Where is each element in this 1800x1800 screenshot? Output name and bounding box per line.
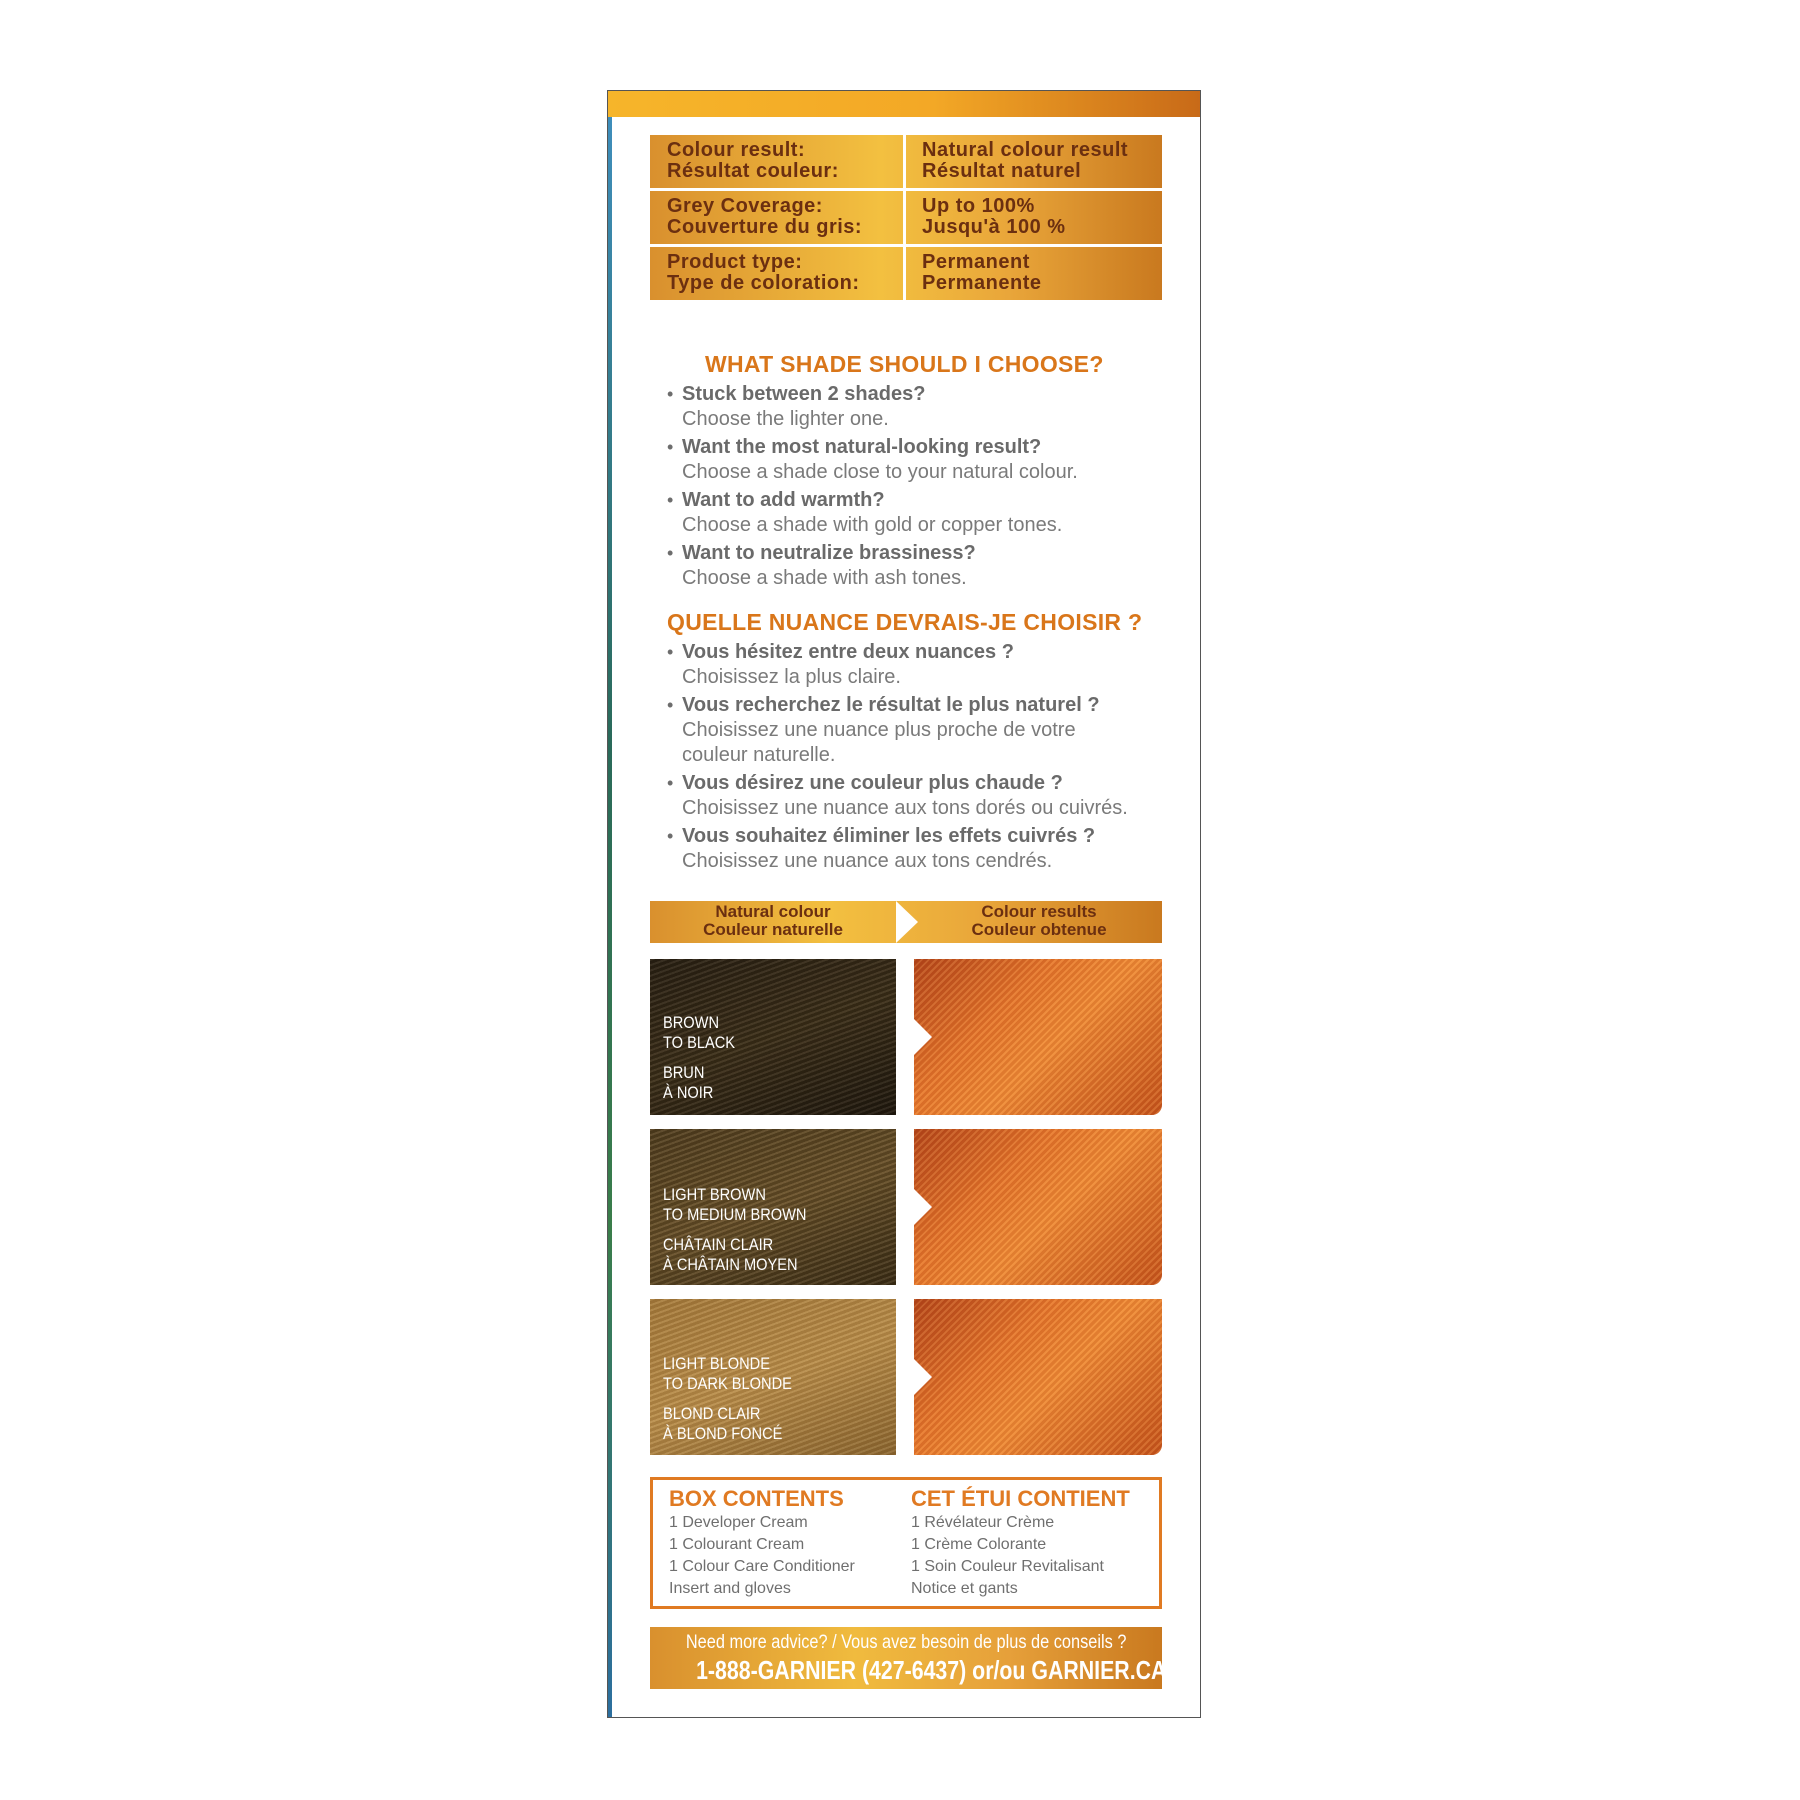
- natural-colour-heading: [650, 903, 896, 939]
- list-item: [667, 824, 1167, 874]
- swatch-label-fr: CHÂTAIN CLAIR À CHÂTAIN MOYEN: [663, 1235, 798, 1274]
- list-item: 1 Colour Care Conditioner: [669, 1558, 855, 1575]
- list-item: 1 Soin Couleur Revitalisant: [911, 1558, 1104, 1575]
- question: Vous recherchez le résultat le plus naturel ?: [682, 694, 1100, 716]
- list-item: [667, 488, 1167, 538]
- swatch-header: [650, 901, 1162, 943]
- list-item: Insert and gloves: [669, 1580, 791, 1597]
- advice-contact[interactable]: 1-888-GARNIER (427-6437) or/ou GARNIER.CA: [696, 1655, 1167, 1685]
- product-panel: [607, 90, 1201, 1718]
- spec-value-en: Natural colour result: [922, 139, 1129, 161]
- swatch-label-en: BROWN TO BLACK: [663, 1013, 736, 1052]
- shade-list-en: [667, 382, 1167, 594]
- spec-label: [650, 191, 906, 244]
- swatch-row-light-to-dark-blonde: [650, 1299, 1162, 1455]
- spec-value: [906, 135, 1162, 188]
- question: Want to add warmth?: [682, 489, 885, 511]
- list-item: [667, 541, 1167, 591]
- list-item: 1 Colourant Cream: [669, 1536, 805, 1553]
- list-item: [667, 435, 1167, 485]
- result-swatch: [914, 1299, 1162, 1455]
- top-gold-bar: [608, 91, 1200, 117]
- panel-edge-stripe: [608, 91, 612, 1717]
- result-swatch: [914, 959, 1162, 1115]
- swatch-label-en: LIGHT BROWN TO MEDIUM BROWN: [663, 1185, 807, 1224]
- list-item: [667, 693, 1167, 768]
- list-item: [667, 640, 1167, 690]
- spec-label: [650, 247, 906, 300]
- question: Want the most natural-looking result?: [682, 436, 1042, 458]
- spec-row-grey-coverage: [650, 191, 1162, 244]
- advice-banner: [650, 1627, 1167, 1689]
- natural-colour-en: Natural colour: [715, 902, 831, 921]
- box-contents: [650, 1477, 1162, 1609]
- question: Vous souhaitez éliminer les effets cuivrés ?: [682, 825, 1096, 847]
- shade-heading-en: WHAT SHADE SHOULD I CHOOSE?: [705, 351, 1104, 377]
- list-item: [667, 382, 1167, 432]
- spec-value-en: Permanent: [922, 251, 1030, 273]
- bullet-icon: •: [667, 437, 674, 457]
- question: Vous désirez une couleur plus chaude ?: [682, 772, 1063, 794]
- box-contents-title-en: BOX CONTENTS: [669, 1486, 844, 1511]
- arrow-notch-icon: [914, 1019, 932, 1055]
- spec-value-fr: Permanente: [922, 272, 1042, 294]
- bullet-icon: •: [667, 543, 674, 563]
- shade-list-fr: [667, 640, 1167, 877]
- arrow-notch-icon: [914, 1189, 932, 1225]
- spec-label: [650, 135, 906, 188]
- answer: Choisissez une nuance aux tons dorés ou cuivrés.: [682, 797, 1128, 819]
- spec-value-fr: Jusqu'à 100 %: [922, 216, 1066, 238]
- natural-swatch: [650, 1129, 896, 1285]
- answer: Choisissez une nuance plus proche de votre couleur naturelle.: [682, 719, 1076, 766]
- bullet-icon: •: [667, 490, 674, 510]
- natural-swatch: [650, 959, 896, 1115]
- arrow-notch-icon: [914, 1359, 932, 1395]
- box-contents-en: [669, 1486, 855, 1600]
- bullet-icon: •: [667, 773, 674, 793]
- colour-results-heading: [916, 903, 1162, 939]
- swatch-label-fr: BLOND CLAIR À BLOND FONCÉ: [663, 1404, 783, 1443]
- spec-value-fr: Résultat naturel: [922, 160, 1082, 182]
- list-item: 1 Crème Colorante: [911, 1536, 1047, 1553]
- bullet-icon: •: [667, 642, 674, 662]
- spec-label-fr: Type de coloration:: [667, 272, 860, 294]
- colour-results-fr: Couleur obtenue: [971, 920, 1107, 939]
- arrow-right-icon: [896, 901, 918, 943]
- colour-results-en: Colour results: [981, 902, 1097, 921]
- spec-label-en: Grey Coverage:: [667, 195, 823, 217]
- result-swatch: [914, 1129, 1162, 1285]
- natural-colour-fr: Couleur naturelle: [703, 920, 843, 939]
- swatch-row-light-to-medium-brown: [650, 1129, 1162, 1285]
- bullet-icon: •: [667, 695, 674, 715]
- swatch-label-fr: BRUN À NOIR: [663, 1063, 714, 1102]
- natural-swatch: [650, 1299, 896, 1455]
- spec-value-en: Up to 100%: [922, 195, 1035, 217]
- swatch-row-brown-to-black: [650, 959, 1162, 1115]
- list-item: 1 Révélateur Crème: [911, 1514, 1055, 1531]
- bullet-icon: •: [667, 826, 674, 846]
- spec-row-colour-result: [650, 135, 1162, 188]
- spec-row-product-type: [650, 247, 1162, 300]
- question: Want to neutralize brassiness?: [682, 542, 976, 564]
- question: Stuck between 2 shades?: [682, 383, 926, 405]
- answer: Choose a shade close to your natural colour.: [682, 461, 1078, 483]
- list-item: Notice et gants: [911, 1580, 1018, 1597]
- shade-heading-fr: QUELLE NUANCE DEVRAIS-JE CHOISIR ?: [667, 609, 1143, 635]
- swatch-label-en: LIGHT BLONDE TO DARK BLONDE: [663, 1354, 792, 1393]
- box-contents-title-fr: CET ÉTUI CONTIENT: [911, 1486, 1130, 1511]
- spec-table: [650, 135, 1162, 303]
- spec-label-fr: Résultat couleur:: [667, 160, 839, 182]
- question: Vous hésitez entre deux nuances ?: [682, 641, 1014, 663]
- advice-text: Need more advice? / Vous avez besoin de plus de conseils ?: [685, 1632, 1127, 1653]
- bullet-icon: •: [667, 384, 674, 404]
- spec-label-fr: Couverture du gris:: [667, 216, 863, 238]
- answer: Choose a shade with ash tones.: [682, 567, 967, 589]
- spec-value: [906, 191, 1162, 244]
- spec-label-en: Colour result:: [667, 139, 806, 161]
- spec-label-en: Product type:: [667, 251, 803, 273]
- spec-value: [906, 247, 1162, 300]
- answer: Choose a shade with gold or copper tones.: [682, 514, 1063, 536]
- answer: Choisissez la plus claire.: [682, 666, 901, 688]
- answer: Choisissez une nuance aux tons cendrés.: [682, 850, 1053, 872]
- box-contents-fr: [911, 1486, 1130, 1600]
- answer: Choose the lighter one.: [682, 408, 889, 430]
- list-item: [667, 771, 1167, 821]
- list-item: 1 Developer Cream: [669, 1514, 808, 1531]
